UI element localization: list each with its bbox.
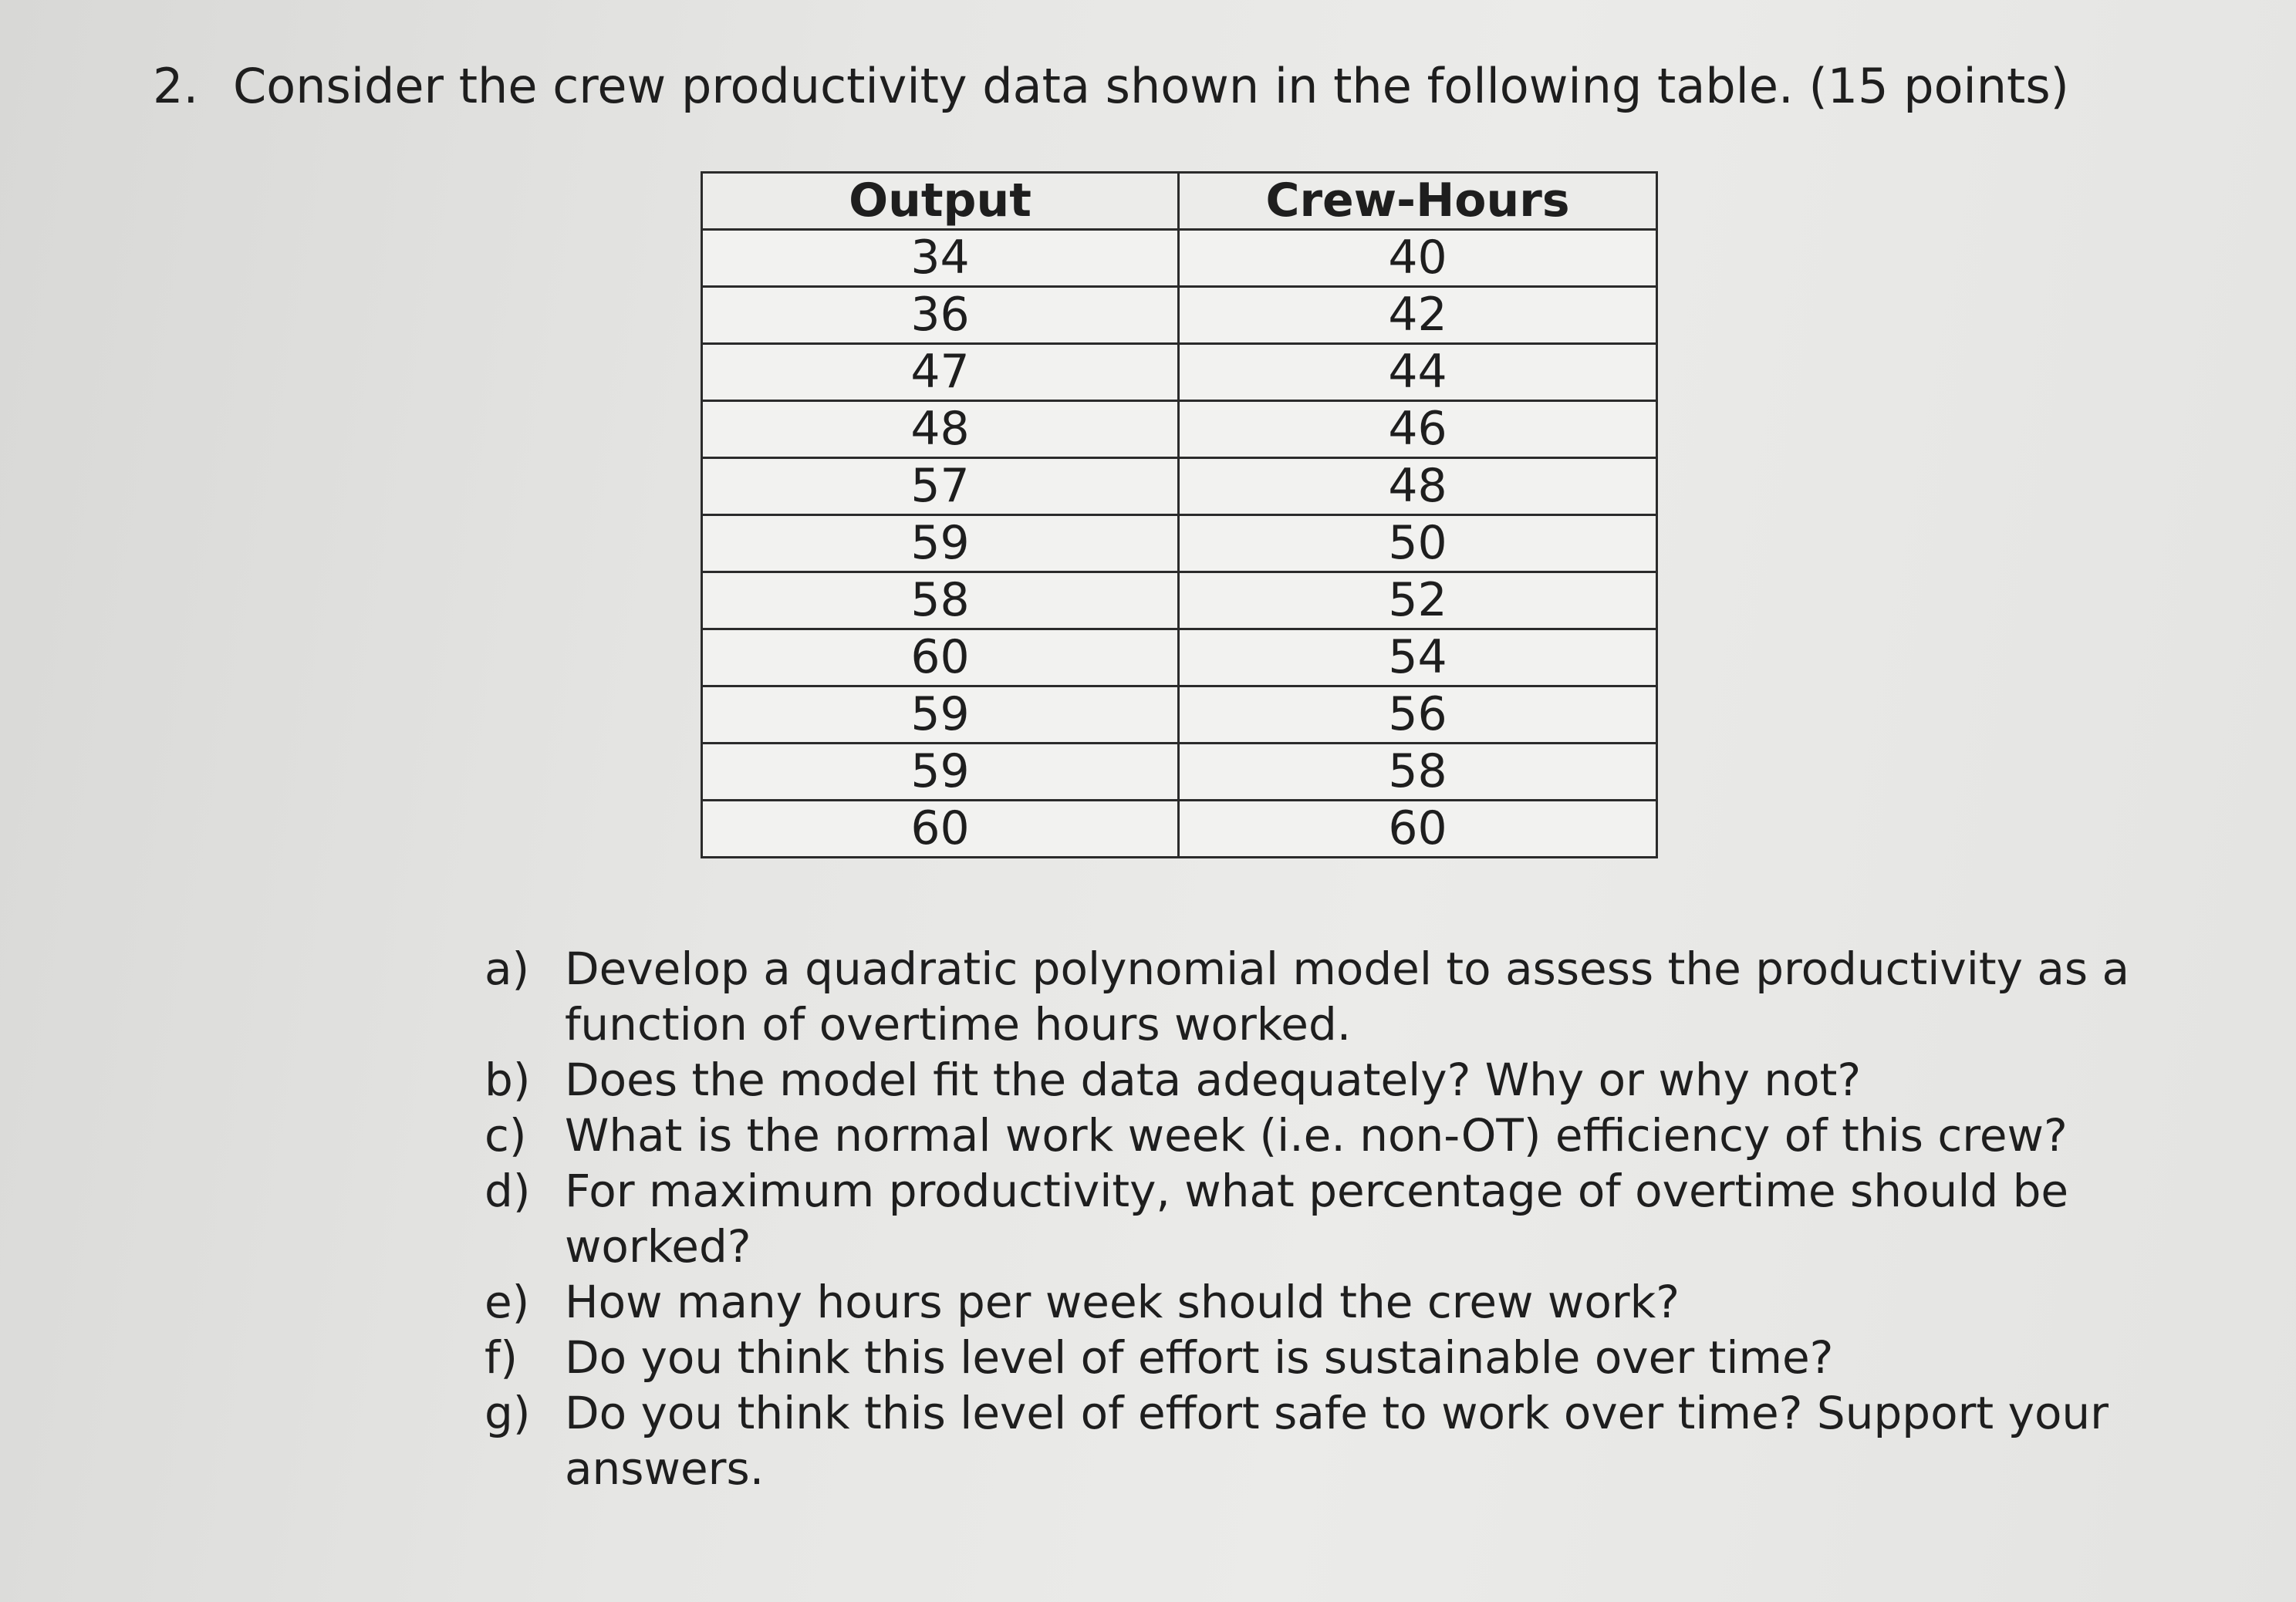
task-text: For maximum productivity, what percentage of overtime should be worked? xyxy=(565,1165,2069,1273)
cell-output: 34 xyxy=(702,230,1179,287)
task-letter: e) xyxy=(485,1276,530,1328)
table-row xyxy=(702,287,1657,344)
cell-crew-hours: 40 xyxy=(1179,230,1657,287)
question-number: 2. xyxy=(153,58,199,114)
list-item xyxy=(485,1330,2259,1385)
table-row xyxy=(702,686,1657,744)
question-heading xyxy=(153,56,2069,117)
table-row xyxy=(702,458,1657,515)
table-row xyxy=(702,629,1657,686)
cell-output: 36 xyxy=(702,287,1179,344)
question-text: Consider the crew productivity data shown in the following table. (15 points) xyxy=(233,58,2069,114)
cell-crew-hours: 48 xyxy=(1179,458,1657,515)
list-item xyxy=(485,1274,2259,1330)
task-letter: a) xyxy=(485,943,530,995)
cell-output: 60 xyxy=(702,629,1179,686)
task-text: Do you think this level of effort safe to work over time? Support your answers. xyxy=(565,1387,2109,1495)
cell-output: 48 xyxy=(702,401,1179,458)
productivity-table-container xyxy=(701,171,1656,858)
list-item xyxy=(485,1052,2259,1108)
cell-output: 59 xyxy=(702,686,1179,744)
cell-crew-hours: 46 xyxy=(1179,401,1657,458)
productivity-table xyxy=(701,171,1658,858)
cell-crew-hours: 56 xyxy=(1179,686,1657,744)
table-row xyxy=(702,401,1657,458)
cell-crew-hours: 50 xyxy=(1179,515,1657,572)
table-row xyxy=(702,801,1657,858)
cell-crew-hours: 60 xyxy=(1179,801,1657,858)
task-text: Do you think this level of effort is sustainable over time? xyxy=(565,1331,1834,1384)
cell-output: 47 xyxy=(702,344,1179,401)
cell-crew-hours: 42 xyxy=(1179,287,1657,344)
cell-crew-hours: 58 xyxy=(1179,744,1657,801)
cell-crew-hours: 44 xyxy=(1179,344,1657,401)
cell-output: 60 xyxy=(702,801,1179,858)
task-letter: b) xyxy=(485,1054,531,1106)
cell-output: 59 xyxy=(702,515,1179,572)
table-row xyxy=(702,572,1657,629)
header-crew-hours: Crew-Hours xyxy=(1179,173,1657,230)
list-item xyxy=(485,1163,2259,1274)
task-letter: d) xyxy=(485,1165,531,1217)
cell-output: 59 xyxy=(702,744,1179,801)
list-item xyxy=(485,1385,2259,1496)
task-letter: g) xyxy=(485,1387,531,1439)
cell-output: 58 xyxy=(702,572,1179,629)
list-item xyxy=(485,1108,2259,1163)
table-row xyxy=(702,344,1657,401)
task-text: How many hours per week should the crew work? xyxy=(565,1276,1680,1328)
task-letter: c) xyxy=(485,1109,527,1162)
table-row xyxy=(702,744,1657,801)
task-list xyxy=(485,941,2259,1496)
table-row xyxy=(702,230,1657,287)
task-letter: f) xyxy=(485,1331,518,1384)
cell-output: 57 xyxy=(702,458,1179,515)
list-item xyxy=(485,941,2259,1052)
cell-crew-hours: 52 xyxy=(1179,572,1657,629)
task-text: Develop a quadratic polynomial model to assess the productivity as a function of overtime hours worked. xyxy=(565,943,2130,1051)
table-row xyxy=(702,515,1657,572)
header-output: Output xyxy=(702,173,1179,230)
task-text: What is the normal work week (i.e. non-OT) efficiency of this crew? xyxy=(565,1109,2068,1162)
cell-crew-hours: 54 xyxy=(1179,629,1657,686)
task-text: Does the model fit the data adequately? Why or why not? xyxy=(565,1054,1862,1106)
table-header-row xyxy=(702,173,1657,230)
